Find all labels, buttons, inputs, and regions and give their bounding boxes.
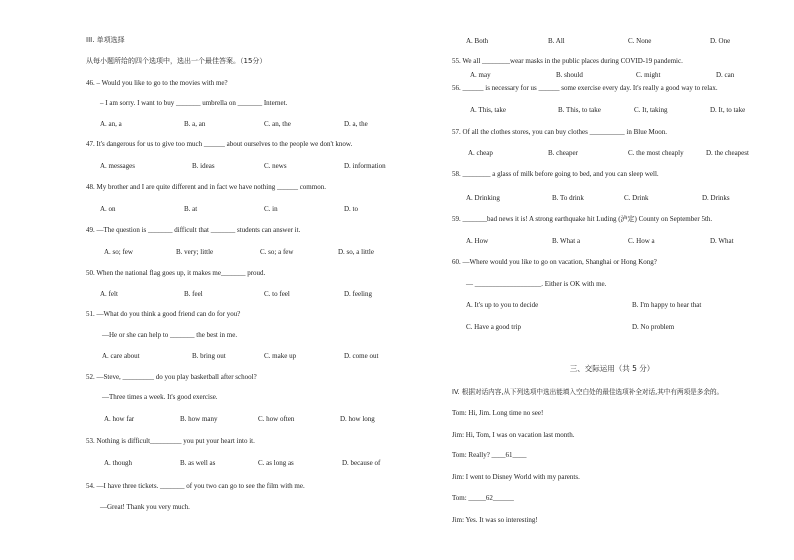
question-stem: 51. —What do you think a good friend can do for you? (86, 310, 241, 318)
section-title: III. 单项选择 (86, 36, 125, 44)
option-c[interactable]: C. in (264, 205, 278, 213)
dialogue-line: Tom: Hi, Jim. Long time no see! (452, 409, 544, 417)
option-a[interactable]: A. Both (466, 37, 489, 45)
option-b[interactable]: B. how many (180, 415, 218, 423)
option-a[interactable]: A. so; few (104, 248, 133, 256)
dialogue-line: Jim: Hi, Tom, I was on vacation last month. (452, 431, 575, 439)
question-stem: 60. —Where would you like to go on vacation, Shanghai or Hong Kong? (452, 258, 657, 266)
option-a[interactable]: A. may (470, 71, 491, 79)
option-d[interactable]: D. One (710, 37, 731, 45)
option-c[interactable]: C. an, the (264, 120, 291, 128)
option-a[interactable]: A. Drinking (466, 194, 500, 202)
option-c[interactable]: C. might (636, 71, 661, 79)
option-d[interactable]: D. It, to take (710, 106, 746, 114)
option-b[interactable]: B. as well as (180, 459, 216, 467)
option-d[interactable]: D. how long (340, 415, 375, 423)
dialogue-line: Tom: _____62______ (452, 494, 514, 502)
option-d[interactable]: D. can (716, 71, 735, 79)
section-instruction: 从每小题所给的四个选项中，选出一个最佳答案。（15分） (86, 57, 267, 65)
option-c[interactable]: C. None (628, 37, 652, 45)
option-b[interactable]: B. a, an (184, 120, 206, 128)
option-c[interactable]: C. Have a good trip (466, 323, 522, 331)
option-d[interactable]: D. a, the (344, 120, 368, 128)
option-a[interactable]: A. cheap (468, 149, 493, 157)
question-stem: 57. Of all the clothes stores, you can buy clothes __________ in Blue Moon. (452, 128, 668, 136)
option-b[interactable]: B. This, to take (558, 106, 601, 114)
option-d[interactable]: D. feeling (344, 290, 372, 298)
option-c[interactable]: C. news (264, 162, 287, 170)
question-line: —Three times a week. It's good exercise. (102, 393, 218, 401)
question-stem: 50. When the national flag goes up, it makes me_______ proud. (86, 269, 266, 277)
option-d[interactable]: D. come out (344, 352, 379, 360)
option-a[interactable]: A. It's up to you to decide (466, 301, 539, 309)
option-a[interactable]: A. how far (104, 415, 135, 423)
option-d[interactable]: D. No problem (632, 323, 675, 331)
option-c[interactable]: C. Drink (624, 194, 649, 202)
option-a[interactable]: A. felt (100, 290, 118, 298)
question-stem: 56. ______ is necessary for us ______ some exercise every day. It's really a good way to relax. (452, 84, 718, 92)
question-stem: 46. – Would you like to go to the movies with me? (86, 79, 228, 87)
question-stem: 59. _______bad news it is! A strong earthquake hit Luding (泸定) County on September 5th. (452, 215, 713, 223)
option-a[interactable]: A. care about (102, 352, 140, 360)
option-c[interactable]: C. make up (264, 352, 297, 360)
question-stem: 54. —I have three tickets. _______ of you two can go to see the film with me. (86, 482, 305, 490)
question-line: — ___________________. Either is OK with me. (466, 280, 607, 288)
question-line: —He or she can help to _______ the best in me. (102, 331, 238, 339)
question-line: —Great! Thank you very much. (100, 503, 190, 511)
option-d[interactable]: D. Drinks (702, 194, 730, 202)
option-a[interactable]: A. though (104, 459, 132, 467)
option-b[interactable]: B. feel (184, 290, 203, 298)
option-b[interactable]: B. ideas (192, 162, 215, 170)
option-d[interactable]: D. information (344, 162, 386, 170)
option-b[interactable]: B. What a (552, 237, 581, 245)
option-b[interactable]: B. cheaper (548, 149, 578, 157)
option-c[interactable]: C. to feel (264, 290, 290, 298)
option-a[interactable]: A. messages (100, 162, 135, 170)
question-stem: 49. —The question is _______ difficult that _______ students can answer it. (86, 226, 301, 234)
question-stem: 55. We all ________wear masks in the public places during COVID-19 pandemic. (452, 57, 683, 65)
option-c[interactable]: C. It, taking (634, 106, 668, 114)
question-stem: 48. My brother and I are quite different and in fact we have nothing ______ common. (86, 183, 326, 191)
question-stem: 47. It's dangerous for us to give too much ______ about ourselves to the people we don't know. (86, 140, 353, 148)
option-b[interactable]: B. To drink (552, 194, 584, 202)
option-c[interactable]: C. so; a few (260, 248, 294, 256)
option-d[interactable]: D. because of (342, 459, 381, 467)
option-a[interactable]: A. an, a (100, 120, 122, 128)
option-b[interactable]: B. very; little (176, 248, 214, 256)
section-3-title: 三、交际运用（共 5 分） (569, 364, 655, 373)
option-c[interactable]: C. as long as (258, 459, 294, 467)
option-d[interactable]: D. the cheapest (706, 149, 749, 157)
option-c[interactable]: C. the most cheaply (628, 149, 684, 157)
option-a[interactable]: A. This, take (470, 106, 507, 114)
dialogue-line: Jim: I went to Disney World with my parents. (452, 473, 580, 481)
option-b[interactable]: B. bring out (192, 352, 226, 360)
option-d[interactable]: D. so, a little (338, 248, 374, 256)
option-a[interactable]: A. How (466, 237, 489, 245)
option-d[interactable]: D. What (710, 237, 734, 245)
question-stem: 52. —Steve, _________ do you play basketball after school? (86, 373, 257, 381)
question-stem: 58. ________ a glass of milk before going to bed, and you can sleep well. (452, 170, 659, 178)
option-b[interactable]: B. I'm happy to hear that (632, 301, 702, 309)
question-stem: 53. Nothing is difficult_________ you put your heart into it. (86, 437, 255, 445)
option-b[interactable]: B. at (184, 205, 198, 213)
dialogue-line: Jim: Yes. It was so interesting! (452, 516, 538, 524)
dialogue-line: Tom: Really? ____61____ (452, 451, 527, 459)
question-line: – I am sorry. I want to buy _______ umbrella on _______ Internet. (100, 99, 288, 107)
option-c[interactable]: C. How a (628, 237, 655, 245)
section-3-instruction: IV. 根据对话内容,从下列选项中选出能填入空白处的最佳选项补全对话,其中有两项是多余的。 (452, 388, 724, 396)
option-a[interactable]: A. on (100, 205, 116, 213)
option-c[interactable]: C. how often (258, 415, 295, 423)
option-b[interactable]: B. All (548, 37, 565, 45)
option-d[interactable]: D. to (344, 205, 358, 213)
option-b[interactable]: B. should (556, 71, 583, 79)
